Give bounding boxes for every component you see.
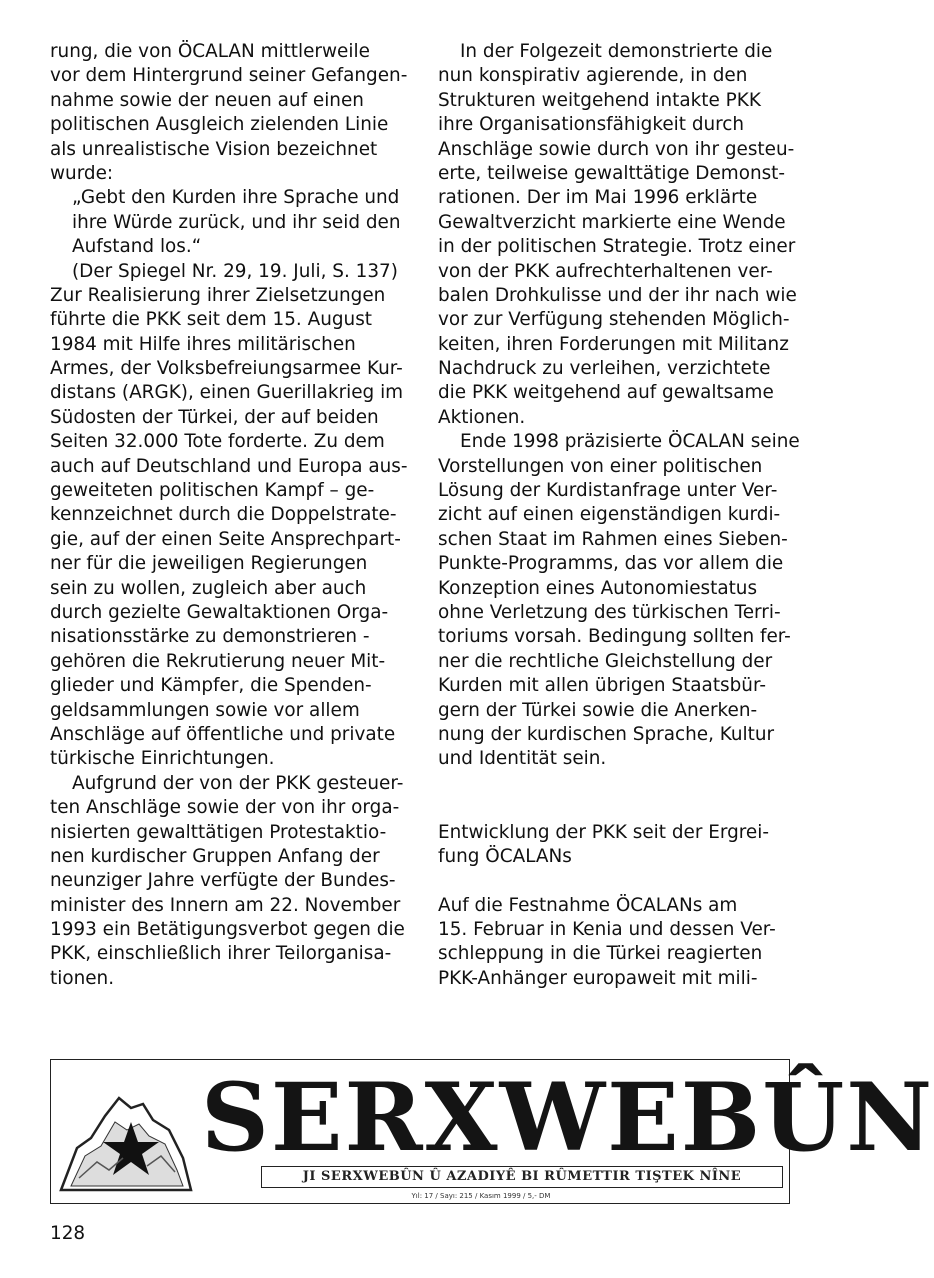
text-line: Anschläge sowie durch von ihr gesteu- [438,138,795,160]
text-line: gie, auf der einen Seite Ansprechpart- [50,528,401,550]
text-line: von der PKK aufrechterhaltenen ver- [438,260,773,282]
masthead-issue-line: Yıl: 17 / Sayı: 215 / Kasım 1999 / 5,- DM [411,1192,551,1200]
text-line: Punkte-Programms, das vor allem die [438,553,784,575]
paragraph-gap [438,796,798,820]
text-line: sein zu wollen, zugleich aber auch [50,577,367,599]
text-line: Strukturen weitgehend intakte PKK [438,89,761,111]
text-line: distans (ARGK), einen Guerillakrieg im [50,382,404,404]
text-line: tionen. [50,967,115,989]
text-line: führte die PKK seit dem 15. August [50,309,372,331]
text-line: Armes, der Volksbefreiungsarmee Kur- [50,358,403,380]
text-line: ner für die jeweiligen Regierungen [50,553,368,575]
text-line: schen Staat im Rahmen eines Sieben- [438,528,788,550]
text-line: Zur Realisierung ihrer Zielsetzungen [50,284,386,306]
text-line: in der politischen Strategie. Trotz einer [438,236,796,258]
text-line: Gewaltverzicht markierte eine Wende [438,211,786,233]
star-emblem-icon [57,1078,195,1198]
text-line: Lösung der Kurdistanfrage unter Ver- [438,480,778,502]
paragraph-gap [438,772,798,796]
text-line: (Der Spiegel Nr. 29, 19. Juli, S. 137) [72,260,398,282]
text-line: ohne Verletzung des türkischen Terri- [438,601,781,623]
text-line: ner die rechtliche Gleichstellung der [438,650,773,672]
text-line: Nachdruck zu verleihen, verzichtete [438,358,771,380]
text-line: PKK-Anhänger europaweit mit mili- [438,967,758,989]
text-line: rung, die von ÖCALAN mittlerweile [50,41,370,62]
text-line: Kurden mit allen übrigen Staatsbür- [438,675,766,697]
text-line: rationen. Der im Mai 1996 erklärte [438,187,758,209]
text-line: nisationsstärke zu demonstrieren - [50,626,370,648]
text-line: toriums vorsah. Bedingung sollten fer- [438,626,791,648]
masthead-title: SERXWEBÛN [201,1063,934,1173]
text-line: nun konspirativ agierende, in den [438,65,748,87]
text-line: nung der kurdischen Sprache, Kultur [438,723,775,745]
text-line: die PKK weitgehend auf gewaltsame [438,382,774,404]
text-line: ihre Würde zurück, und ihr seid den [72,211,401,233]
masthead-subtitle: JI SERXWEBÛN Û AZADIYÊ BI RÛMETTIR TIŞTEK NÎNE [261,1166,783,1188]
text-line: durch gezielte Gewaltaktionen Orga- [50,601,389,623]
text-line: balen Drohkulisse und der ihr nach wie [438,284,797,306]
text-line: politischen Ausgleich zielenden Linie [50,114,389,136]
text-line: Vorstellungen von einer politischen [438,455,763,477]
text-line: glieder und Kämpfer, die Spenden- [50,675,372,697]
text-line: nen kurdischer Gruppen Anfang der [50,845,380,867]
text-line: neunziger Jahre verfügte der Bundes- [50,870,396,892]
text-line: auch auf Deutschland und Europa aus- [50,455,408,477]
paragraph-gap [438,869,798,893]
text-line: „Gebt den Kurden ihre Sprache und [72,187,400,209]
text-line: gehören die Rekrutierung neuer Mit- [50,650,386,672]
text-line: 1984 mit Hilfe ihres militärischen [50,333,356,355]
text-line: als unrealistische Vision bezeichnet [50,138,378,160]
text-line: wurde: [50,162,114,184]
left-text-column [50,40,410,991]
text-line: Auf die Festnahme ÖCALANs am [438,894,738,916]
text-line: Anschläge auf öffentliche und private [50,723,396,745]
text-line: keiten, ihren Forderungen mit Militanz [438,333,789,355]
text-line: schleppung in die Türkei reagierten [438,943,763,965]
text-line: erte, teilweise gewalttätige Demonst- [438,162,786,184]
text-line: vor zur Verfügung stehenden Möglich- [438,309,790,331]
text-line: geldsammlungen sowie vor allem [50,699,360,721]
text-line: und Identität sein. [438,748,607,770]
text-line: Aktionen. [438,406,526,428]
newspaper-masthead-image [50,1059,934,1204]
text-line: gern der Türkei sowie die Anerken- [438,699,758,721]
text-line: 15. Februar in Kenia und dessen Ver- [438,919,776,941]
text-line: Aufgrund der von der PKK gesteuer- [72,772,404,794]
page-number: 128 [50,1223,86,1244]
text-line: vor dem Hintergrund seiner Gefangen- [50,65,408,87]
text-line: Konzeption eines Autonomiestatus [438,577,758,599]
text-line: nisierten gewalttätigen Protestaktio- [50,821,387,843]
text-line: türkische Einrichtungen. [50,748,275,770]
text-line: ten Anschläge sowie der von ihr orga- [50,797,400,819]
text-line: zicht auf einen eigenständigen kurdi- [438,504,781,526]
text-line: Seiten 32.000 Tote forderte. Zu dem [50,431,385,453]
text-line: nahme sowie der neuen auf einen [50,89,364,111]
text-line: minister des Innern am 22. November [50,894,401,916]
text-line: Aufstand los.“ [72,236,202,258]
text-line: ihre Organisationsfähigkeit durch [438,114,745,136]
text-line: PKK, einschließlich ihrer Teilorganisa- [50,943,392,965]
text-line: kennzeichnet durch die Doppelstrate- [50,504,397,526]
text-line: Entwicklung der PKK seit der Ergrei- [438,821,769,843]
text-line: geweiteten politischen Kampf – ge- [50,480,375,502]
text-line: In der Folgezeit demonstrierte die [460,41,773,62]
text-line: 1993 ein Betätigungsverbot gegen die [50,919,405,941]
text-line: Ende 1998 präzisierte ÖCALAN seine [460,431,800,453]
text-line: Südosten der Türkei, der auf beiden [50,406,379,428]
right-text-column [438,40,798,991]
text-line: fung ÖCALANs [438,845,572,867]
